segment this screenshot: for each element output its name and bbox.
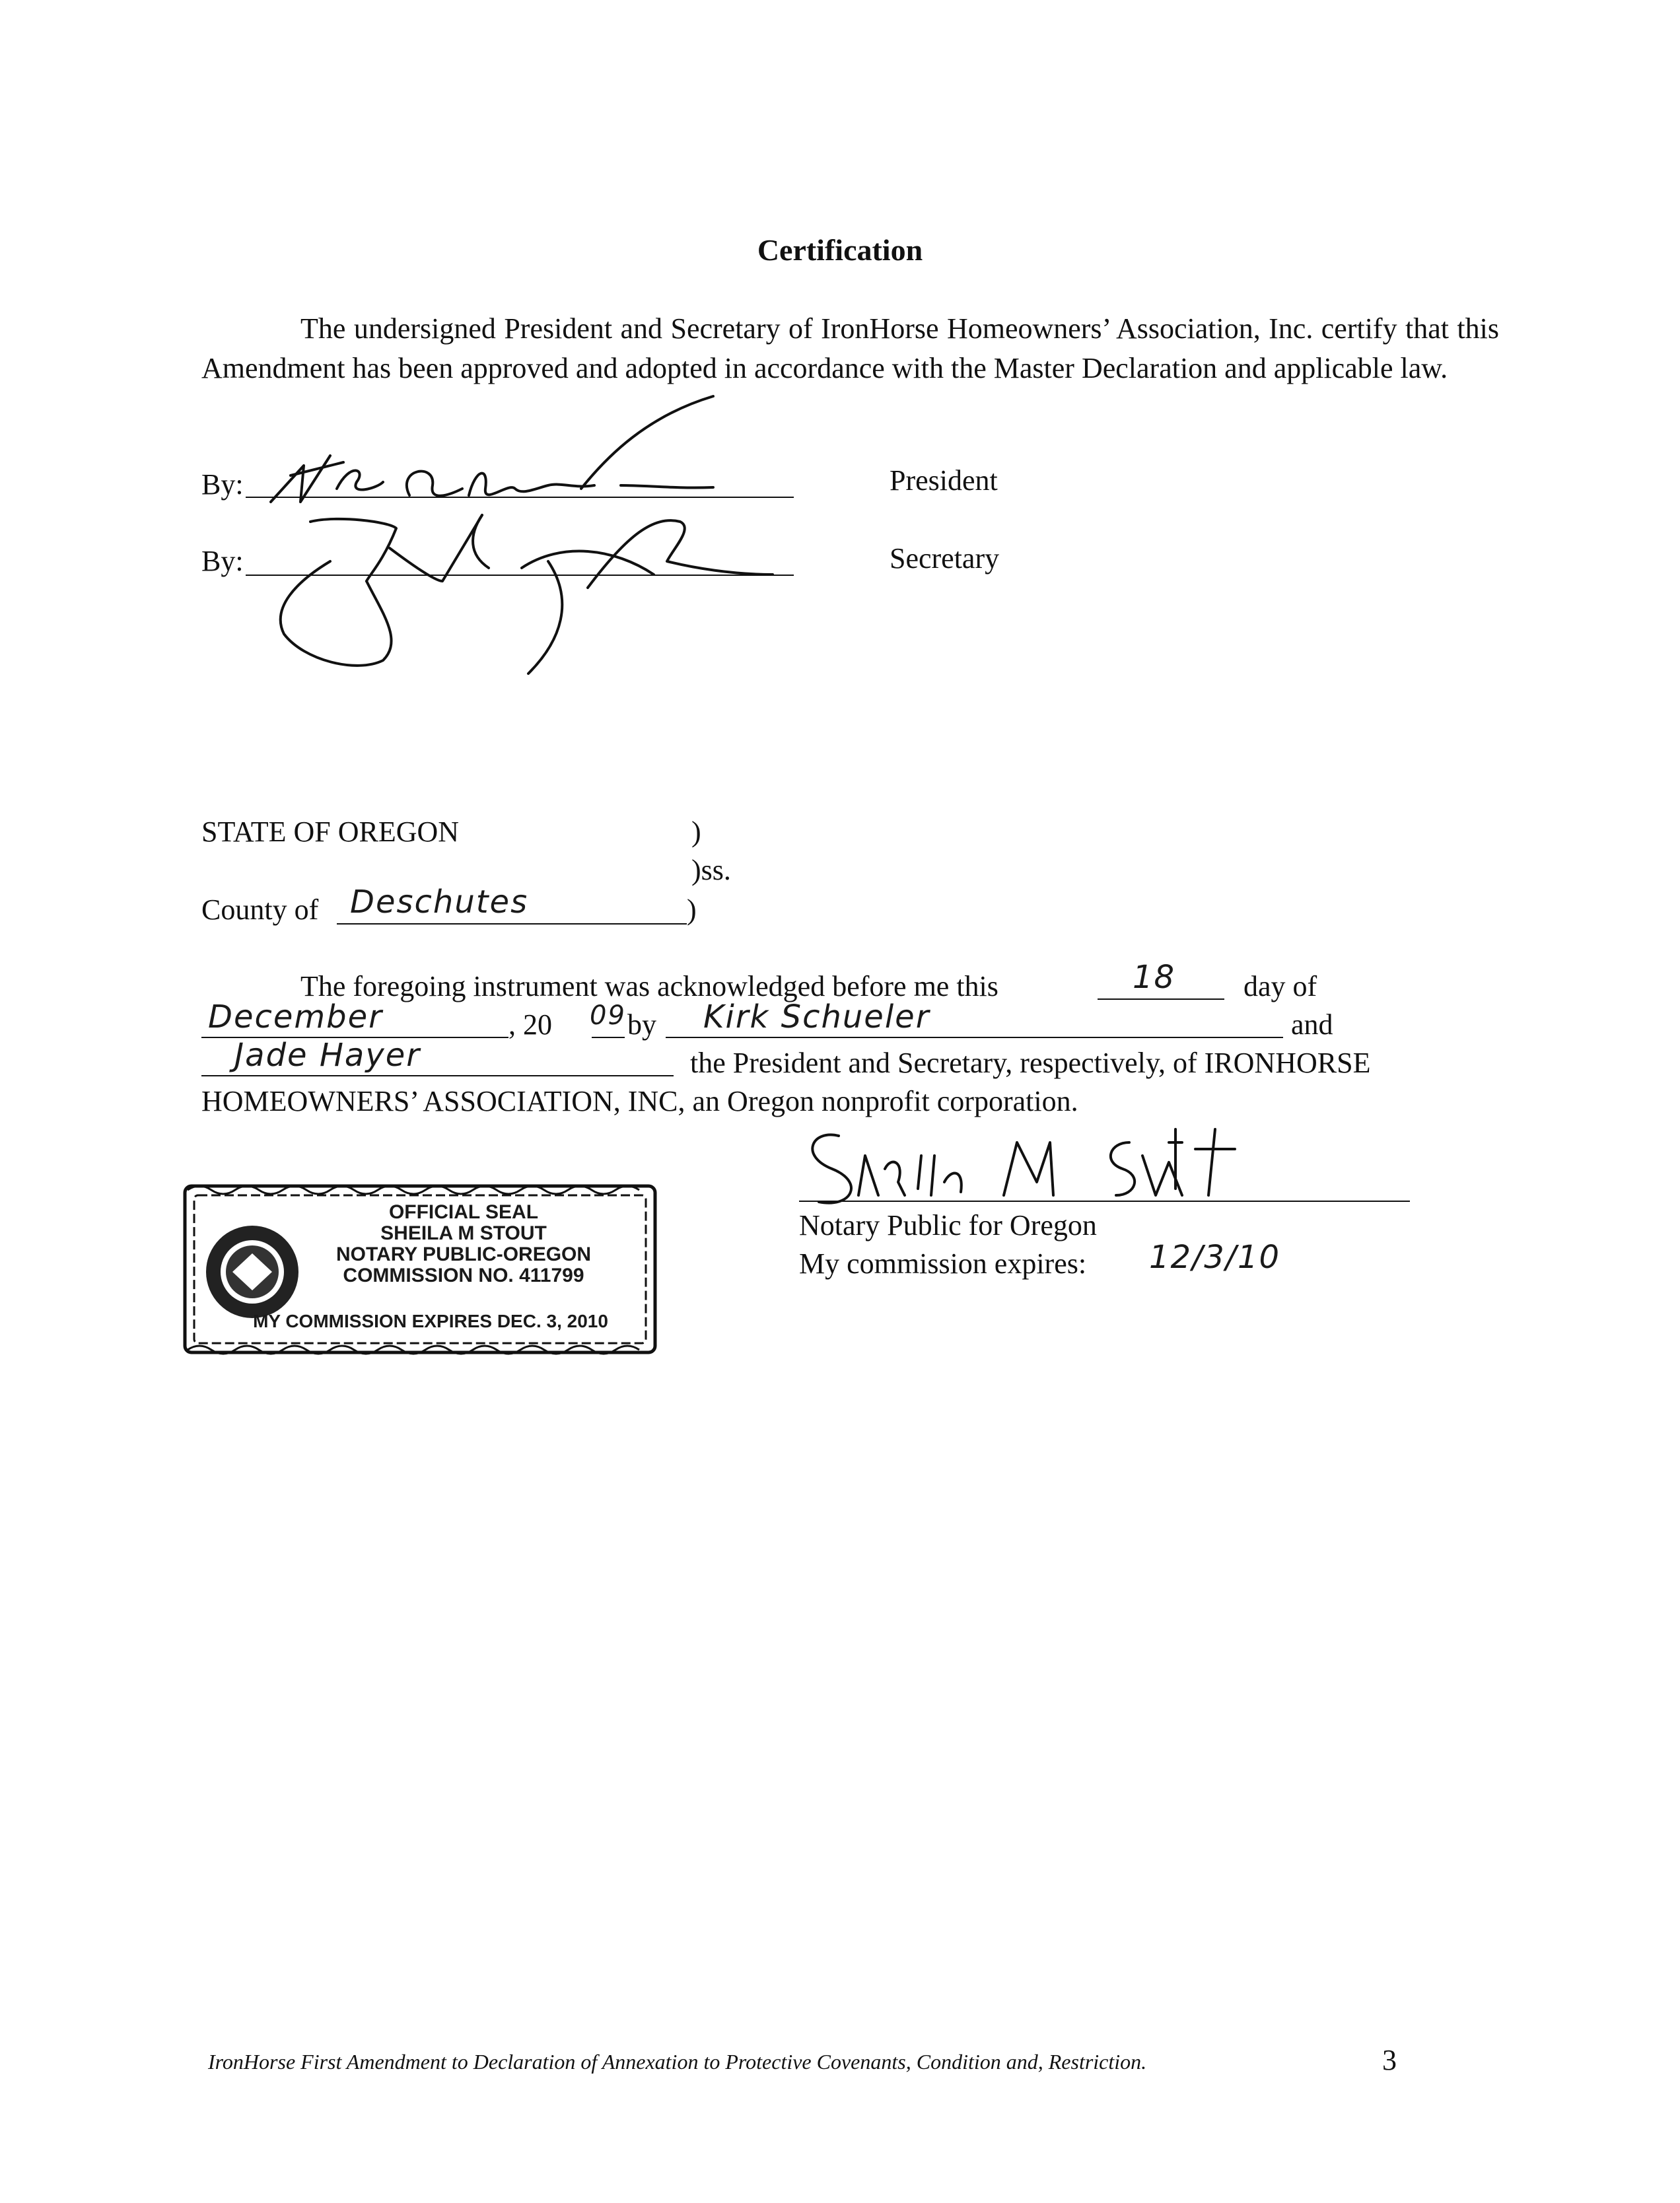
by-label-ack: by	[627, 1008, 656, 1041]
name1-handwritten: Kirk Schueler	[703, 998, 930, 1035]
page-title: Certification	[757, 233, 923, 267]
ack-text-2: day of	[1243, 970, 1317, 1002]
seal-line-3: NOTARY PUBLIC-OREGON	[335, 1243, 592, 1265]
county-handwritten: Deschutes	[350, 884, 529, 921]
by-label-secretary: By:	[201, 545, 244, 577]
county-label: County of	[201, 893, 319, 926]
year-handwritten: 09	[590, 1000, 626, 1031]
ack-text-1: The foregoing instrument was acknowledged before me this	[300, 970, 998, 1002]
name1-line	[666, 1037, 1283, 1038]
seal-line-4: COMMISSION NO. 411799	[343, 1265, 584, 1286]
seal-line-1: OFFICIAL SEAL	[388, 1201, 539, 1223]
month-handwritten: December	[208, 998, 383, 1035]
venue-paren-close: )	[687, 893, 697, 926]
seal-line-2: SHEILA M STOUT	[380, 1222, 547, 1244]
name2-handwritten: Jade Hayer	[234, 1037, 421, 1074]
venue-ss: )ss.	[691, 854, 731, 886]
official-seal-stamp	[180, 1179, 660, 1360]
day-handwritten: 18	[1133, 959, 1176, 996]
year-line	[592, 1037, 625, 1038]
venue-paren-open: )	[691, 816, 701, 848]
name2-line	[201, 1075, 674, 1076]
commission-expires-handwritten: 12/3/10	[1149, 1239, 1281, 1276]
president-label: President	[890, 464, 998, 497]
certification-paragraph	[201, 309, 1499, 388]
by-label-president: By:	[201, 468, 244, 501]
day-line	[1098, 998, 1224, 1000]
footer-text: IronHorse First Amendment to Declaration of Annexation to Protective Covenants, Condition and, Restriction.	[208, 2050, 1147, 2074]
year-prefix: , 20	[508, 1008, 552, 1041]
notary-public-label: Notary Public for Oregon	[799, 1209, 1097, 1241]
commission-expires-label: My commission expires:	[799, 1247, 1087, 1280]
ack-text-4: HOMEOWNERS’ ASSOCIATION, INC, an Oregon nonprofit corporation.	[201, 1085, 1078, 1117]
secretary-label: Secretary	[890, 542, 1000, 575]
county-line	[337, 923, 687, 925]
page-number: 3	[1382, 2044, 1397, 2076]
state-label: STATE OF OREGON	[201, 816, 460, 848]
certification-text: The undersigned President and Secretary of IronHorse Homeowners’ Association, Inc. certify that this Amendment has been approved and adopted in accordance with the Master Declaration and applicable law.	[201, 312, 1499, 384]
and-label: and	[1291, 1008, 1333, 1041]
ack-text-3: the President and Secretary, respectively, of IRONHORSE	[690, 1047, 1371, 1079]
seal-line-5: MY COMMISSION EXPIRES DEC. 3, 2010	[253, 1311, 608, 1331]
secretary-signature	[271, 508, 825, 680]
notary-signature-line	[799, 1201, 1410, 1202]
